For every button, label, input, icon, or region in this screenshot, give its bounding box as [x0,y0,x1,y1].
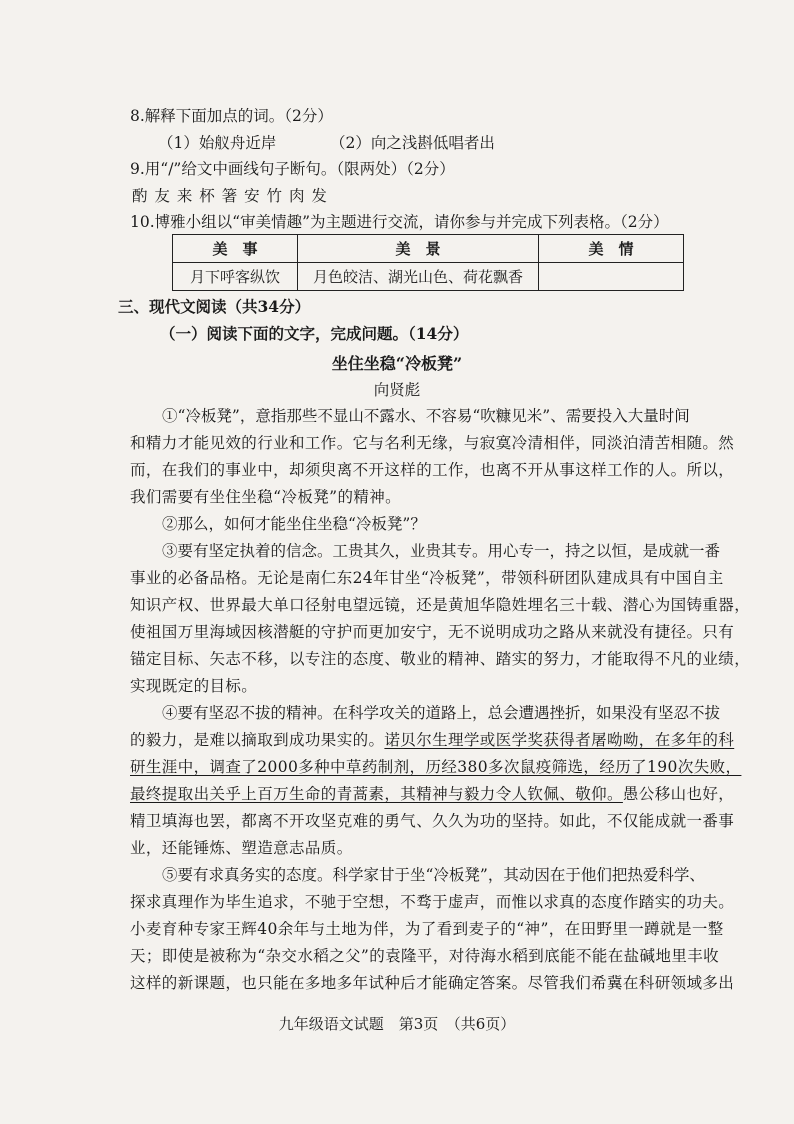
article-line: ④要有坚忍不拔的精神。在科学攻关的道路上，总会遭遇挫折，如果没有坚忍不拔 [162,704,721,722]
table-cell: 月色皎洁、湖光山色、荷花飘香 [298,263,539,291]
article-author: 向贤彪 [373,381,421,399]
table-row [173,263,684,291]
underlined-sentence: 最终提取出关乎上百万生命的青蒿素，其精神与毅力令人钦佩、敬仰。 [130,785,623,803]
table-header-cell: 美 情 [539,235,684,263]
article-line: ②那么，如何才能坐住坐稳“冷板凳”？ [162,515,426,533]
article-line: 探求真理作为毕生追求，不驰于空想，不骛于虚声，而惟以求真的态度作踏实的功夫。 [130,893,735,911]
article-line: ⑤要有求真务实的态度。科学家甘于坐“冷板凳”，其动因在于他们把热爱科学、 [162,866,705,884]
article-line: 我们需要有坐住坐稳“冷板凳”的精神。 [130,488,402,506]
question-8-item-1: （1）始舣舟近岸 [158,134,277,152]
page-footer: 九年级语文试题 第3页 （共6页） [278,1015,516,1033]
underlined-sentence: 诺贝尔生理学或医学奖获得者屠呦呦，在多年的科 [384,731,735,749]
table-header-cell: 美 景 [298,235,539,263]
article-line: 天；即使是被称为“杂交水稻之父”的袁隆平，对待海水稻到底能不能在盐碱地里丰收 [130,947,720,965]
article-text: 愚公移山也好， [622,785,735,803]
article-line-mixed [130,783,735,805]
table-cell-answer-blank [539,263,684,291]
question-10-stem: 10.博雅小组以“审美情趣”为主题进行交流，请你参与并完成下列表格。（2分） [130,213,669,231]
table-header-cell: 美 事 [173,235,298,263]
question-9-sentence: 酌 友 来 杯 箸 安 竹 肉 发 [132,187,328,205]
question-8-item-2: （2）向之浅斟低唱者出 [330,134,495,152]
question-10-table [172,234,684,291]
section-3-part-1: （一）阅读下面的文字，完成问题。（14分） [160,324,469,343]
article-line: ①“冷板凳”，意指那些不显山不露水、不容易“吹糠见米”、需要投入大量时间 [162,407,690,425]
article-line: 而，在我们的事业中，却须臾离不开这样的工作，也离不开从事这样工作的人。所以， [130,461,735,479]
article-line: 这样的新课题，也只能在多地多年试种后才能确定答案。尽管我们希冀在科研领域多出 [130,974,735,992]
article-line-mixed [130,729,735,751]
article-line: 事业的必备品格。无论是南仁东24年甘坐“冷板凳”，带领科研团队建成具有中国自主 [130,569,724,587]
article-line: ③要有坚定执着的信念。工贵其久，业贵其专。用心专一，持之以恒，是成就一番 [162,542,721,560]
section-3-heading: 三、现代文阅读（共34分） [118,297,311,316]
article-line: 和精力才能见效的行业和工作。它与名利无缘，与寂寞冷清相伴，同淡泊清苦相随。然 [130,434,735,452]
article-line: 知识产权、世界最大单口径射电望远镜，还是黄旭华隐姓埋名三十载、潜心为国铸重器， [130,596,751,614]
article-line: 小麦育种专家王辉40余年与土地为伴，为了看到麦子的“神”，在田野里一蹲就是一整 [130,920,724,938]
table-header-row [173,235,684,263]
article-line: 实现既定的目标。 [130,677,258,695]
table-cell: 月下呼客纵饮 [173,263,298,291]
article-line: 业，还能锤炼、塑造意志品质。 [130,839,353,857]
underlined-sentence: 研生涯中，调查了2000多种中草药制剂，历经380多次鼠疫筛选，经历了190次失败， [130,758,742,776]
article-line: 使祖国万里海域因核潜艇的守护而更加安宁，无不说明成功之路从来就没有捷径。只有 [130,623,735,641]
article-line: 锚定目标、矢志不移，以专注的态度、敬业的精神、踏实的努力，才能取得不凡的业绩， [130,650,751,668]
article-text: 的毅力，是难以摘取到成功果实的。 [130,731,385,749]
question-9-stem: 9.用“/”给文中画线句子断句。（限两处）（2分） [130,160,455,178]
article-line: 精卫填海也罢，都离不开攻坚克难的勇气、久久为功的坚持。如此，不仅能成就一番事 [130,812,735,830]
article-title: 坐住坐稳“冷板凳” [331,354,463,373]
question-8-stem: 8.解释下面加点的词。（2分） [130,107,333,125]
